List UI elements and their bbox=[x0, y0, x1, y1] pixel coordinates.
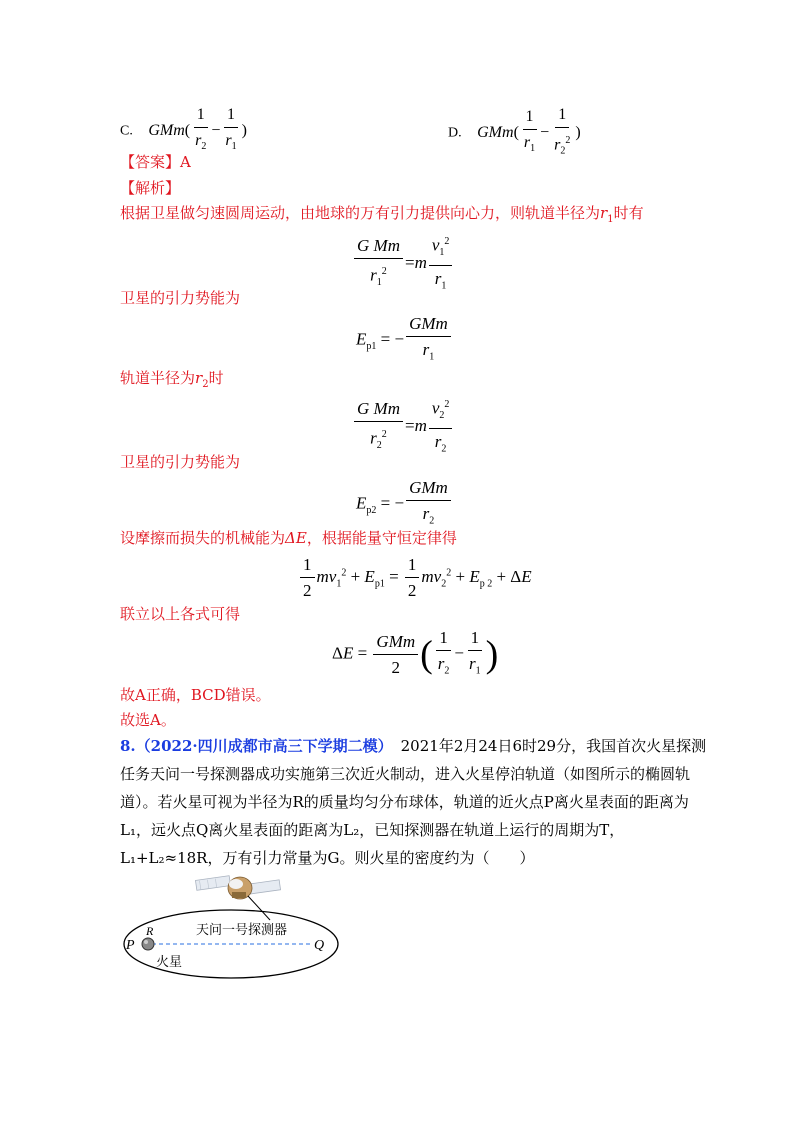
option-c-label: C. bbox=[120, 123, 133, 139]
question-8 bbox=[120, 732, 707, 872]
question-source: 8.（2022·四川成都市高三下学期二模） bbox=[120, 737, 393, 755]
equation-4: $E_{p2}$ = − $\frac{\text{GMm}}{r_2}$ bbox=[356, 478, 453, 531]
q-label: Q bbox=[314, 938, 325, 953]
r-label: R bbox=[146, 924, 154, 938]
equation-2: $E_{p1}$ = − $\frac{\text{GMm}}{r_1}$ bbox=[356, 314, 453, 367]
analysis-line-2: 卫星的引力势能为 bbox=[120, 289, 241, 307]
question-text-4: L₁，远火点Q离火星表面的距离为L₂，已知探测器在轨道上运行的周期为T， bbox=[120, 821, 625, 839]
analysis-line-6: 联立以上各式可得 bbox=[120, 605, 241, 623]
analysis-line-5: 设摩擦而损失的机械能为ΔE，根据能量守恒定律得 bbox=[120, 529, 457, 547]
question-text-2: 任务天问一号探测器成功实施第三次近火制动，进入火星停泊轨道（如图所示的椭圆轨 bbox=[120, 765, 691, 783]
question-text-5: L₁+L₂≈18R，万有引力常量为G。则火星的密度约为（ ） bbox=[120, 849, 535, 867]
probe-label: 天问一号探测器 bbox=[196, 923, 288, 938]
analysis-line-3: 轨道半径为$r_2$时 bbox=[120, 369, 224, 390]
option-d-formula: GMm( $\frac{1}{r_1}$ − $\frac{1}{r_2^2}$ ) bbox=[477, 106, 581, 157]
equation-5: $\frac{1}{2}$ $mv_1^2 + E_{p1}$ = $\frac{1}{2}$ $mv_2^2 + E_{p 2} + \Delta E$ bbox=[298, 555, 532, 601]
analysis-line-7: 故A正确，BCD错误。 bbox=[120, 686, 271, 704]
answer-value: A bbox=[180, 153, 191, 171]
answer-tag: 【答案】 bbox=[120, 153, 181, 171]
option-d-label: D. bbox=[448, 125, 462, 141]
answer-line bbox=[120, 151, 191, 173]
analysis-line-4: 卫星的引力势能为 bbox=[120, 453, 241, 471]
question-text-1: 2021年2月24日6时29分，我国首次火星探测 bbox=[400, 737, 707, 755]
analysis-tag: 【解析】 bbox=[120, 179, 181, 197]
option-d bbox=[448, 105, 581, 162]
satellite-icon bbox=[195, 876, 280, 899]
equation-1: $\frac{\text{G Mm}}{r_1^2}$ =m $\frac{v_1^2}{r_1}$ bbox=[352, 232, 454, 296]
orbit-figure bbox=[118, 870, 348, 1000]
equation-3: $\frac{\text{G Mm}}{r_2^2}$ =m $\frac{v_2^2}{r_2}$ bbox=[352, 395, 454, 459]
analysis-line-1: 根据卫星做匀速圆周运动，由地球的万有引力提供向心力，则轨道半径为$r_1$时有 bbox=[120, 204, 644, 225]
planet-label: 火星 bbox=[156, 955, 183, 970]
option-c-formula: GMm( $\frac{1}{r_2}$ − $\frac{1}{r_1}$ ) bbox=[148, 106, 247, 153]
option-c bbox=[120, 105, 247, 157]
question-text-3: 道）。若火星可视为半径为R的质量均匀分布球体，轨道的近火点P离火星表面的距离为 bbox=[120, 793, 689, 811]
equation-6: ΔE = $\frac{\text{GMm}}{2}$ ( $\frac{1}{r_2}$ − $\frac{1}{r_1}$ ) bbox=[332, 628, 499, 677]
p-label: P bbox=[126, 938, 135, 953]
analysis-line-8: 故选A。 bbox=[120, 711, 176, 729]
